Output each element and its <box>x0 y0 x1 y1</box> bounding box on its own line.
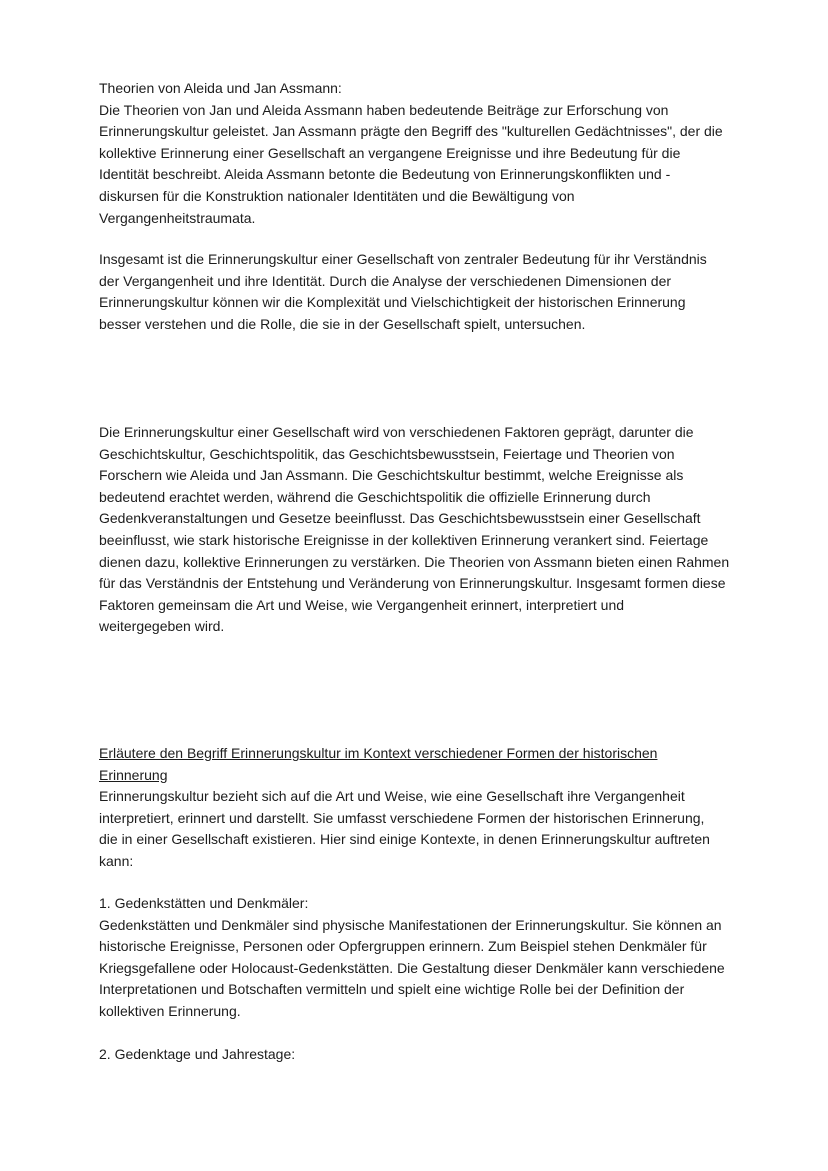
text-line: Erinnerungskultur geleistet. Jan Assmann prägte den Begriff des "kulturellen Gedächtnisses", der die <box>99 123 723 140</box>
text-line: diskursen für die Konstruktion nationaler Identitäten und die Bewältigung von <box>99 187 575 204</box>
text-line: Gedenkveranstaltungen und Gesetze beeinflusst. Das Geschichtsbewusstsein einer Gesellschaft <box>99 510 701 527</box>
text-line: Interpretationen und Botschaften vermitteln und spielt eine wichtige Rolle bei der Definition der <box>99 981 685 998</box>
text-line: Kriegsgefallene oder Holocaust-Gedenkstätten. Die Gestaltung dieser Denkmäler kann verschiedene <box>99 959 725 976</box>
text-line: Erinnerungskultur bezieht sich auf die Art und Weise, wie eine Gesellschaft ihre Vergangenheit <box>99 788 685 805</box>
text-line: historische Ereignisse, Personen oder Opfergruppen erinnern. Zum Beispiel stehen Denkmäler für <box>99 938 707 955</box>
text-line: die in einer Gesellschaft existieren. Hier sind einige Kontexte, in denen Erinnerungskultur auftreten <box>99 831 710 848</box>
text-line: Insgesamt ist die Erinnerungskultur einer Gesellschaft von zentraler Bedeutung für ihr Verständnis <box>99 251 707 267</box>
text-line: weitergegeben wird. <box>99 618 225 635</box>
paragraph-summary <box>99 249 739 335</box>
text-line: Vergangenheitstraumata. <box>99 209 256 226</box>
text-line: Identität beschreibt. Aleida Assmann betonte die Bedeutung von Erinnerungskonflikten und - <box>99 166 671 183</box>
paragraph-title: Theorien von Aleida und Jan Assmann: <box>99 80 342 96</box>
list-item-gedenkstaetten <box>99 893 739 1023</box>
section-heading: Erläutere den Begriff Erinnerungskultur im Kontext verschiedener Formen der historischen <box>99 745 658 761</box>
text-line: Erinnerungskultur können wir die Komplexität und Vielschichtigkeit der historischen Erinnerung <box>99 294 686 311</box>
list-item-title: 1. Gedenkstätten und Denkmäler: <box>99 895 309 911</box>
text-line: Forschern wie Aleida und Jan Assmann. Die Geschichtskultur bestimmt, welche Ereignisse als <box>99 467 684 484</box>
text-line: Die Theorien von Jan und Aleida Assmann haben bedeutende Beiträge zur Erforschung von <box>99 101 669 118</box>
text-line: Gedenkstätten und Denkmäler sind physische Manifestationen der Erinnerungskultur. Sie können an <box>99 916 722 933</box>
text-line: für das Verständnis der Entstehung und Veränderung von Erinnerungskultur. Insgesamt formen diese <box>99 575 726 592</box>
text-line: Faktoren gemeinsam die Art und Weise, wie Vergangenheit erinnert, interpretiert und <box>99 596 625 613</box>
text-line: Geschichtskultur, Geschichtspolitik, das Geschichtsbewusstsein, Feiertage und Theorien von <box>99 445 675 462</box>
text-line: kollektiven Erinnerung. <box>99 1002 241 1019</box>
section-heading: Erinnerung <box>99 766 168 783</box>
text-line: kann: <box>99 852 134 869</box>
text-line: Die Erinnerungskultur einer Gesellschaft wird von verschiedenen Faktoren geprägt, darunter die <box>99 424 694 440</box>
text-line: besser verstehen und die Rolle, die sie in der Gesellschaft spielt, untersuchen. <box>99 315 586 332</box>
paragraph-factors <box>99 422 739 638</box>
list-item-title: 2. Gedenktage und Jahrestage: <box>99 1046 296 1062</box>
list-item-gedenktage <box>99 1044 739 1066</box>
section-erinnerungskultur <box>99 743 739 873</box>
text-line: beeinflusst, wie stark historische Ereignisse in der kollektiven Erinnerung verankert sind. Feiertage <box>99 531 709 548</box>
text-line: kollektive Erinnerung einer Gesellschaft an vergangene Ereignisse und ihre Bedeutung für die <box>99 144 681 161</box>
text-line: bedeutend erachtet werden, während die Geschichtspolitik die offizielle Erinnerung durch <box>99 488 651 505</box>
paragraph-assmann-theories <box>99 78 739 229</box>
text-line: der Vergangenheit und ihre Identität. Durch die Analyse der verschiedenen Dimensionen der <box>99 272 672 289</box>
text-line: interpretiert, erinnert und darstellt. Sie umfasst verschiedene Formen der historischen Erinnerung, <box>99 809 705 826</box>
text-line: dienen dazu, kollektive Erinnerungen zu verstärken. Die Theorien von Assmann bieten einen Rahmen <box>99 553 730 570</box>
